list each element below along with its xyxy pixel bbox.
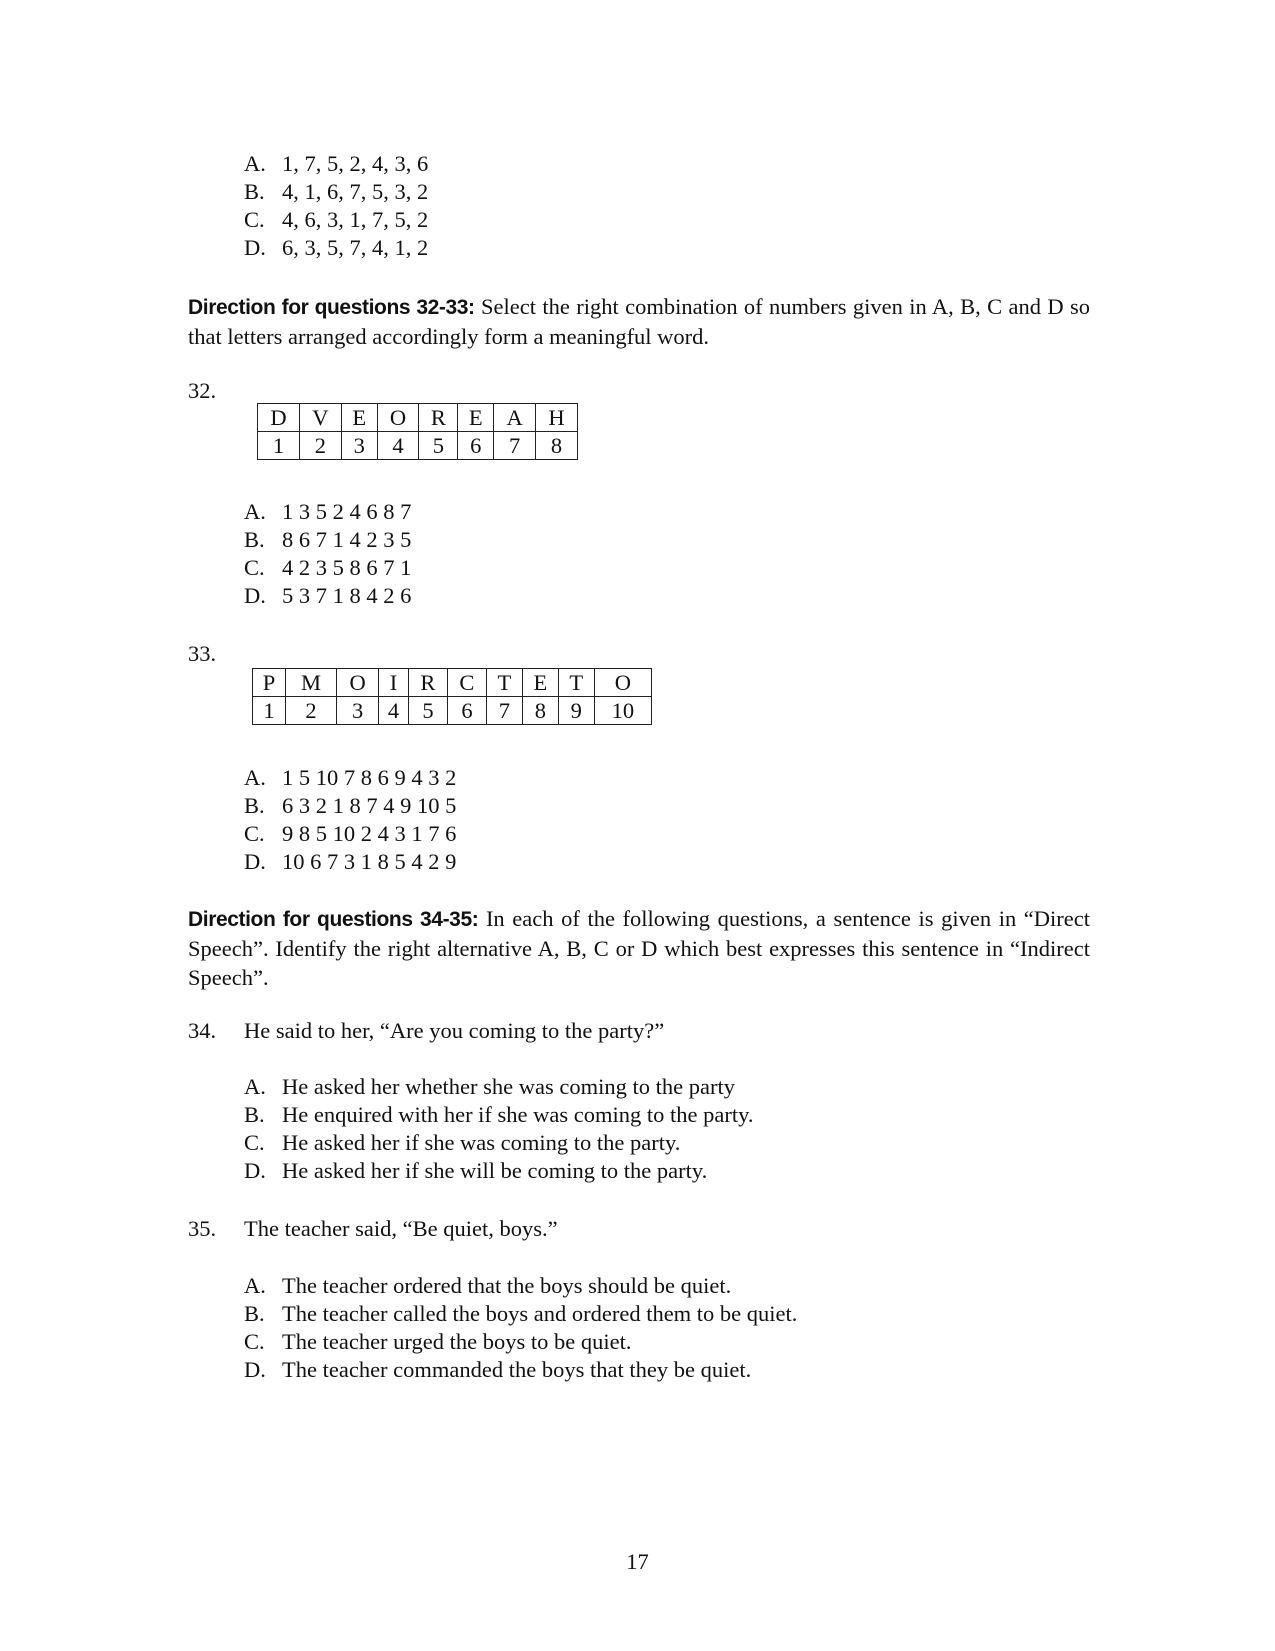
option-b: B. 6 3 2 1 8 7 4 9 10 5 bbox=[244, 793, 457, 818]
grid-cell: E bbox=[522, 669, 558, 697]
grid-cell: 1 bbox=[258, 432, 300, 460]
grid-cell: 7 bbox=[494, 432, 536, 460]
letter-grid-33 bbox=[252, 668, 652, 725]
question-number-32: 32. bbox=[188, 378, 217, 403]
grid-cell: E bbox=[341, 404, 377, 432]
option-b: B. The teacher called the boys and ordered them to be quiet. bbox=[244, 1301, 798, 1326]
option-c: C. 9 8 5 10 2 4 3 1 7 6 bbox=[244, 821, 457, 846]
grid-cell: 1 bbox=[253, 697, 286, 725]
grid-cell: 8 bbox=[536, 432, 578, 460]
option-c: C. The teacher urged the boys to be quiet. bbox=[244, 1329, 632, 1354]
direction-32-33: Direction for questions 32-33: Select the right combination of numbers given in A, B, C and D so that letters arranged accordingly form a meaningful word. bbox=[188, 294, 1091, 349]
grid-cell: 6 bbox=[447, 697, 486, 725]
grid-cell: O bbox=[337, 669, 379, 697]
grid-cell: 7 bbox=[486, 697, 522, 725]
grid-cell: V bbox=[299, 404, 341, 432]
grid-cell: T bbox=[558, 669, 594, 697]
question-number-33: 33. bbox=[188, 641, 217, 666]
option-a: A. 1 3 5 2 4 6 8 7 bbox=[244, 499, 412, 524]
grid-cell: P bbox=[253, 669, 286, 697]
grid-cell: 4 bbox=[377, 432, 419, 460]
grid-cell: 5 bbox=[408, 697, 447, 725]
grid-cell: 6 bbox=[458, 432, 494, 460]
option-a: A. He asked her whether she was coming to the party bbox=[244, 1074, 735, 1099]
grid-cell: D bbox=[258, 404, 300, 432]
number-row bbox=[258, 432, 578, 460]
grid-cell: H bbox=[536, 404, 578, 432]
question-text-34: He said to her, “Are you coming to the party?” bbox=[244, 1018, 665, 1043]
grid-cell: 9 bbox=[558, 697, 594, 725]
letter-row bbox=[253, 669, 652, 697]
option-b: B. 8 6 7 1 4 2 3 5 bbox=[244, 527, 412, 552]
direction-34-35: Direction for questions 34-35: In each of the following questions, a sentence is given in “Direct Speech”. Identify the right alternative A, B, C or D which best expresses this sentence in “Indirect Speech”. bbox=[188, 906, 1091, 990]
grid-cell: 10 bbox=[594, 697, 651, 725]
grid-cell: 8 bbox=[522, 697, 558, 725]
grid-cell: R bbox=[419, 404, 458, 432]
page-number: 17 bbox=[626, 1549, 649, 1574]
question-number-35: 35. bbox=[188, 1216, 217, 1241]
question-number-34: 34. bbox=[188, 1018, 217, 1043]
option-d: D. 10 6 7 3 1 8 5 4 2 9 bbox=[244, 849, 457, 874]
grid-cell: 3 bbox=[337, 697, 379, 725]
letter-grid-32 bbox=[257, 403, 578, 460]
number-row bbox=[253, 697, 652, 725]
grid-cell: C bbox=[447, 669, 486, 697]
grid-cell: 3 bbox=[341, 432, 377, 460]
option-b: B. He enquired with her if she was coming to the party. bbox=[244, 1102, 754, 1127]
option-c: C. 4, 6, 3, 1, 7, 5, 2 bbox=[244, 207, 429, 232]
option-c: C. He asked her if she was coming to the party. bbox=[244, 1130, 681, 1155]
grid-cell: O bbox=[377, 404, 419, 432]
grid-cell: E bbox=[458, 404, 494, 432]
grid-cell: T bbox=[486, 669, 522, 697]
grid-cell: O bbox=[594, 669, 651, 697]
grid-cell: 2 bbox=[285, 697, 336, 725]
option-a: A. The teacher ordered that the boys should be quiet. bbox=[244, 1273, 732, 1298]
grid-cell: I bbox=[379, 669, 409, 697]
option-b: B. 4, 1, 6, 7, 5, 3, 2 bbox=[244, 179, 429, 204]
grid-cell: 5 bbox=[419, 432, 458, 460]
grid-cell: R bbox=[408, 669, 447, 697]
option-a: A. 1 5 10 7 8 6 9 4 3 2 bbox=[244, 765, 457, 790]
letter-row bbox=[258, 404, 578, 432]
option-d: D. 5 3 7 1 8 4 2 6 bbox=[244, 583, 412, 608]
question-text-35: The teacher said, “Be quiet, boys.” bbox=[244, 1216, 558, 1241]
option-c: C. 4 2 3 5 8 6 7 1 bbox=[244, 555, 412, 580]
grid-cell: 2 bbox=[299, 432, 341, 460]
grid-cell: M bbox=[285, 669, 336, 697]
grid-cell: 4 bbox=[379, 697, 409, 725]
option-a: A. 1, 7, 5, 2, 4, 3, 6 bbox=[244, 151, 429, 176]
option-d: D. He asked her if she will be coming to the party. bbox=[244, 1158, 708, 1183]
option-d: D. 6, 3, 5, 7, 4, 1, 2 bbox=[244, 235, 429, 260]
option-d: D. The teacher commanded the boys that they be quiet. bbox=[244, 1357, 752, 1382]
grid-cell: A bbox=[494, 404, 536, 432]
